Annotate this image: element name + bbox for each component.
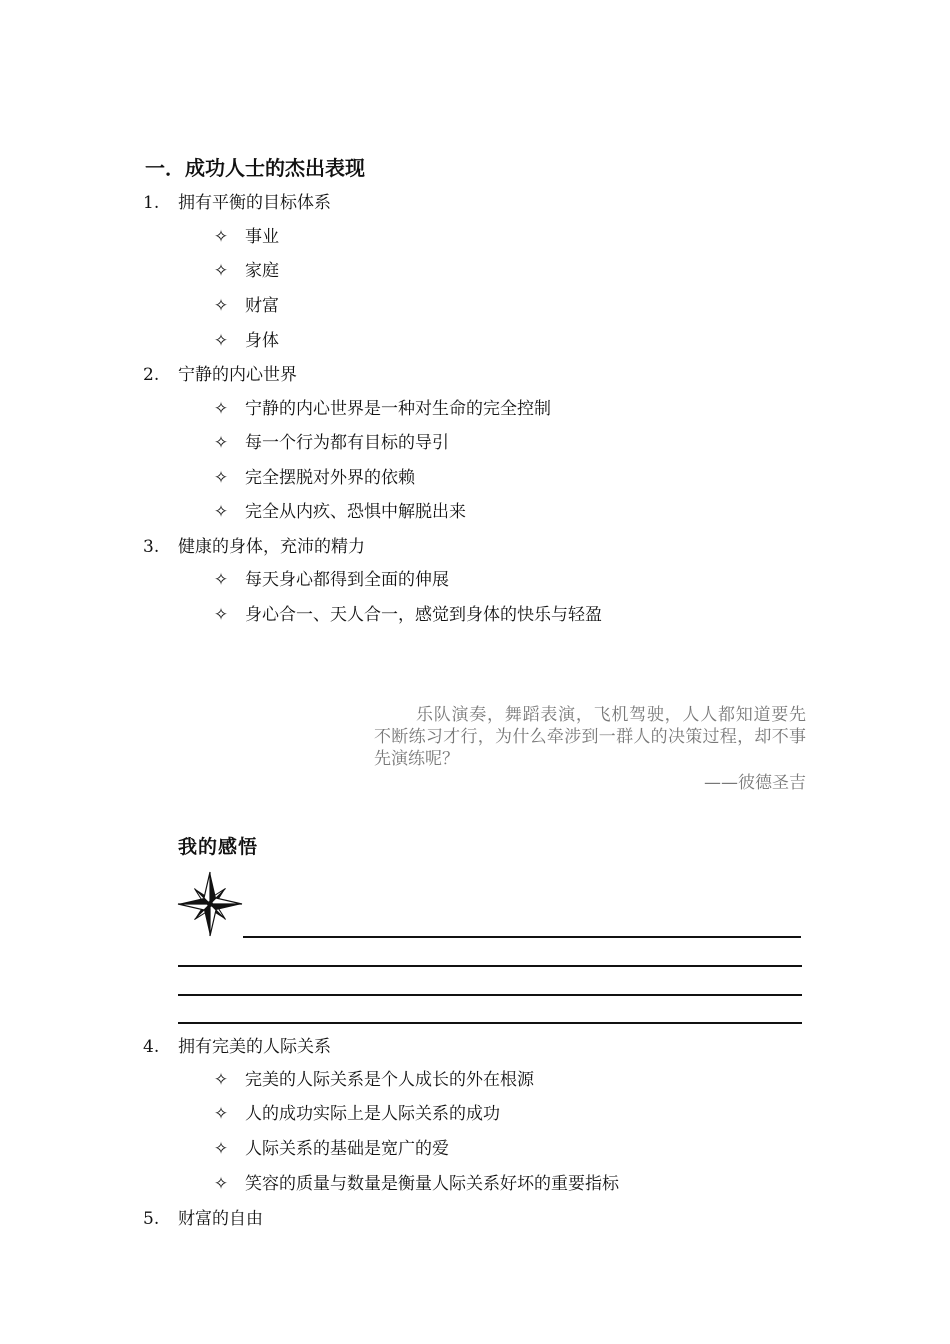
bullet-text: 每一个行为都有目标的导引 <box>245 433 449 453</box>
bullet-star-icon: ✧ <box>213 502 229 522</box>
item-number: 4. <box>143 1037 160 1057</box>
section-title: 一．成功人士的杰出表现 <box>145 156 365 180</box>
writing-line <box>178 1022 802 1024</box>
bullet-text: 家庭 <box>245 261 279 281</box>
writing-line <box>243 936 801 938</box>
bullet-star-icon: ✧ <box>213 433 229 453</box>
item-number: 3. <box>143 537 160 557</box>
bullet-text: 完全从内疚、恐惧中解脱出来 <box>245 502 466 522</box>
compass-rose-icon <box>176 870 244 938</box>
bullet-star-icon: ✧ <box>213 261 229 281</box>
bullet-text: 财富 <box>245 296 279 316</box>
bullet-star-icon: ✧ <box>213 570 229 590</box>
bullet-text: 完美的人际关系是个人成长的外在根源 <box>245 1070 534 1090</box>
bullet-star-icon: ✧ <box>213 1139 229 1159</box>
item-title: 拥有完美的人际关系 <box>178 1037 331 1057</box>
writing-line <box>178 965 802 967</box>
bullet-star-icon: ✧ <box>213 296 229 316</box>
quote-block <box>374 704 806 794</box>
bullet-text: 完全摆脱对外界的依赖 <box>245 468 415 488</box>
quote-text: 乐队演奏，舞蹈表演，飞机驾驶，人人都知道要先不断练习才行，为什么牵涉到一群人的决策过程，却不事先演练呢？ <box>374 705 806 769</box>
writing-line <box>178 994 802 996</box>
item-title: 财富的自由 <box>178 1209 263 1229</box>
bullet-star-icon: ✧ <box>213 1104 229 1124</box>
bullet-star-icon: ✧ <box>213 1070 229 1090</box>
item-number: 2. <box>143 365 160 385</box>
bullet-text: 笑容的质量与数量是衡量人际关系好坏的重要指标 <box>245 1174 619 1194</box>
bullet-star-icon: ✧ <box>213 1174 229 1194</box>
item-title: 宁静的内心世界 <box>178 365 297 385</box>
bullet-text: 身体 <box>245 331 279 351</box>
bullet-text: 身心合一、天人合一，感觉到身体的快乐与轻盈 <box>245 605 602 625</box>
bullet-star-icon: ✧ <box>213 468 229 488</box>
bullet-star-icon: ✧ <box>213 227 229 247</box>
item-number: 5. <box>143 1209 160 1229</box>
bullet-text: 每天身心都得到全面的伸展 <box>245 570 449 590</box>
insight-title: 我的感悟 <box>178 836 259 858</box>
bullet-star-icon: ✧ <box>213 399 229 419</box>
bullet-text: 事业 <box>245 227 279 247</box>
item-title: 健康的身体，充沛的精力 <box>178 537 365 557</box>
quote-author: ——彼德圣吉 <box>704 773 806 793</box>
bullet-text: 人的成功实际上是人际关系的成功 <box>245 1104 500 1124</box>
bullet-text: 宁静的内心世界是一种对生命的完全控制 <box>245 399 551 419</box>
bullet-star-icon: ✧ <box>213 605 229 625</box>
bullet-text: 人际关系的基础是宽广的爱 <box>245 1139 449 1159</box>
item-title: 拥有平衡的目标体系 <box>178 193 331 213</box>
item-number: 1. <box>143 193 160 213</box>
bullet-star-icon: ✧ <box>213 331 229 351</box>
